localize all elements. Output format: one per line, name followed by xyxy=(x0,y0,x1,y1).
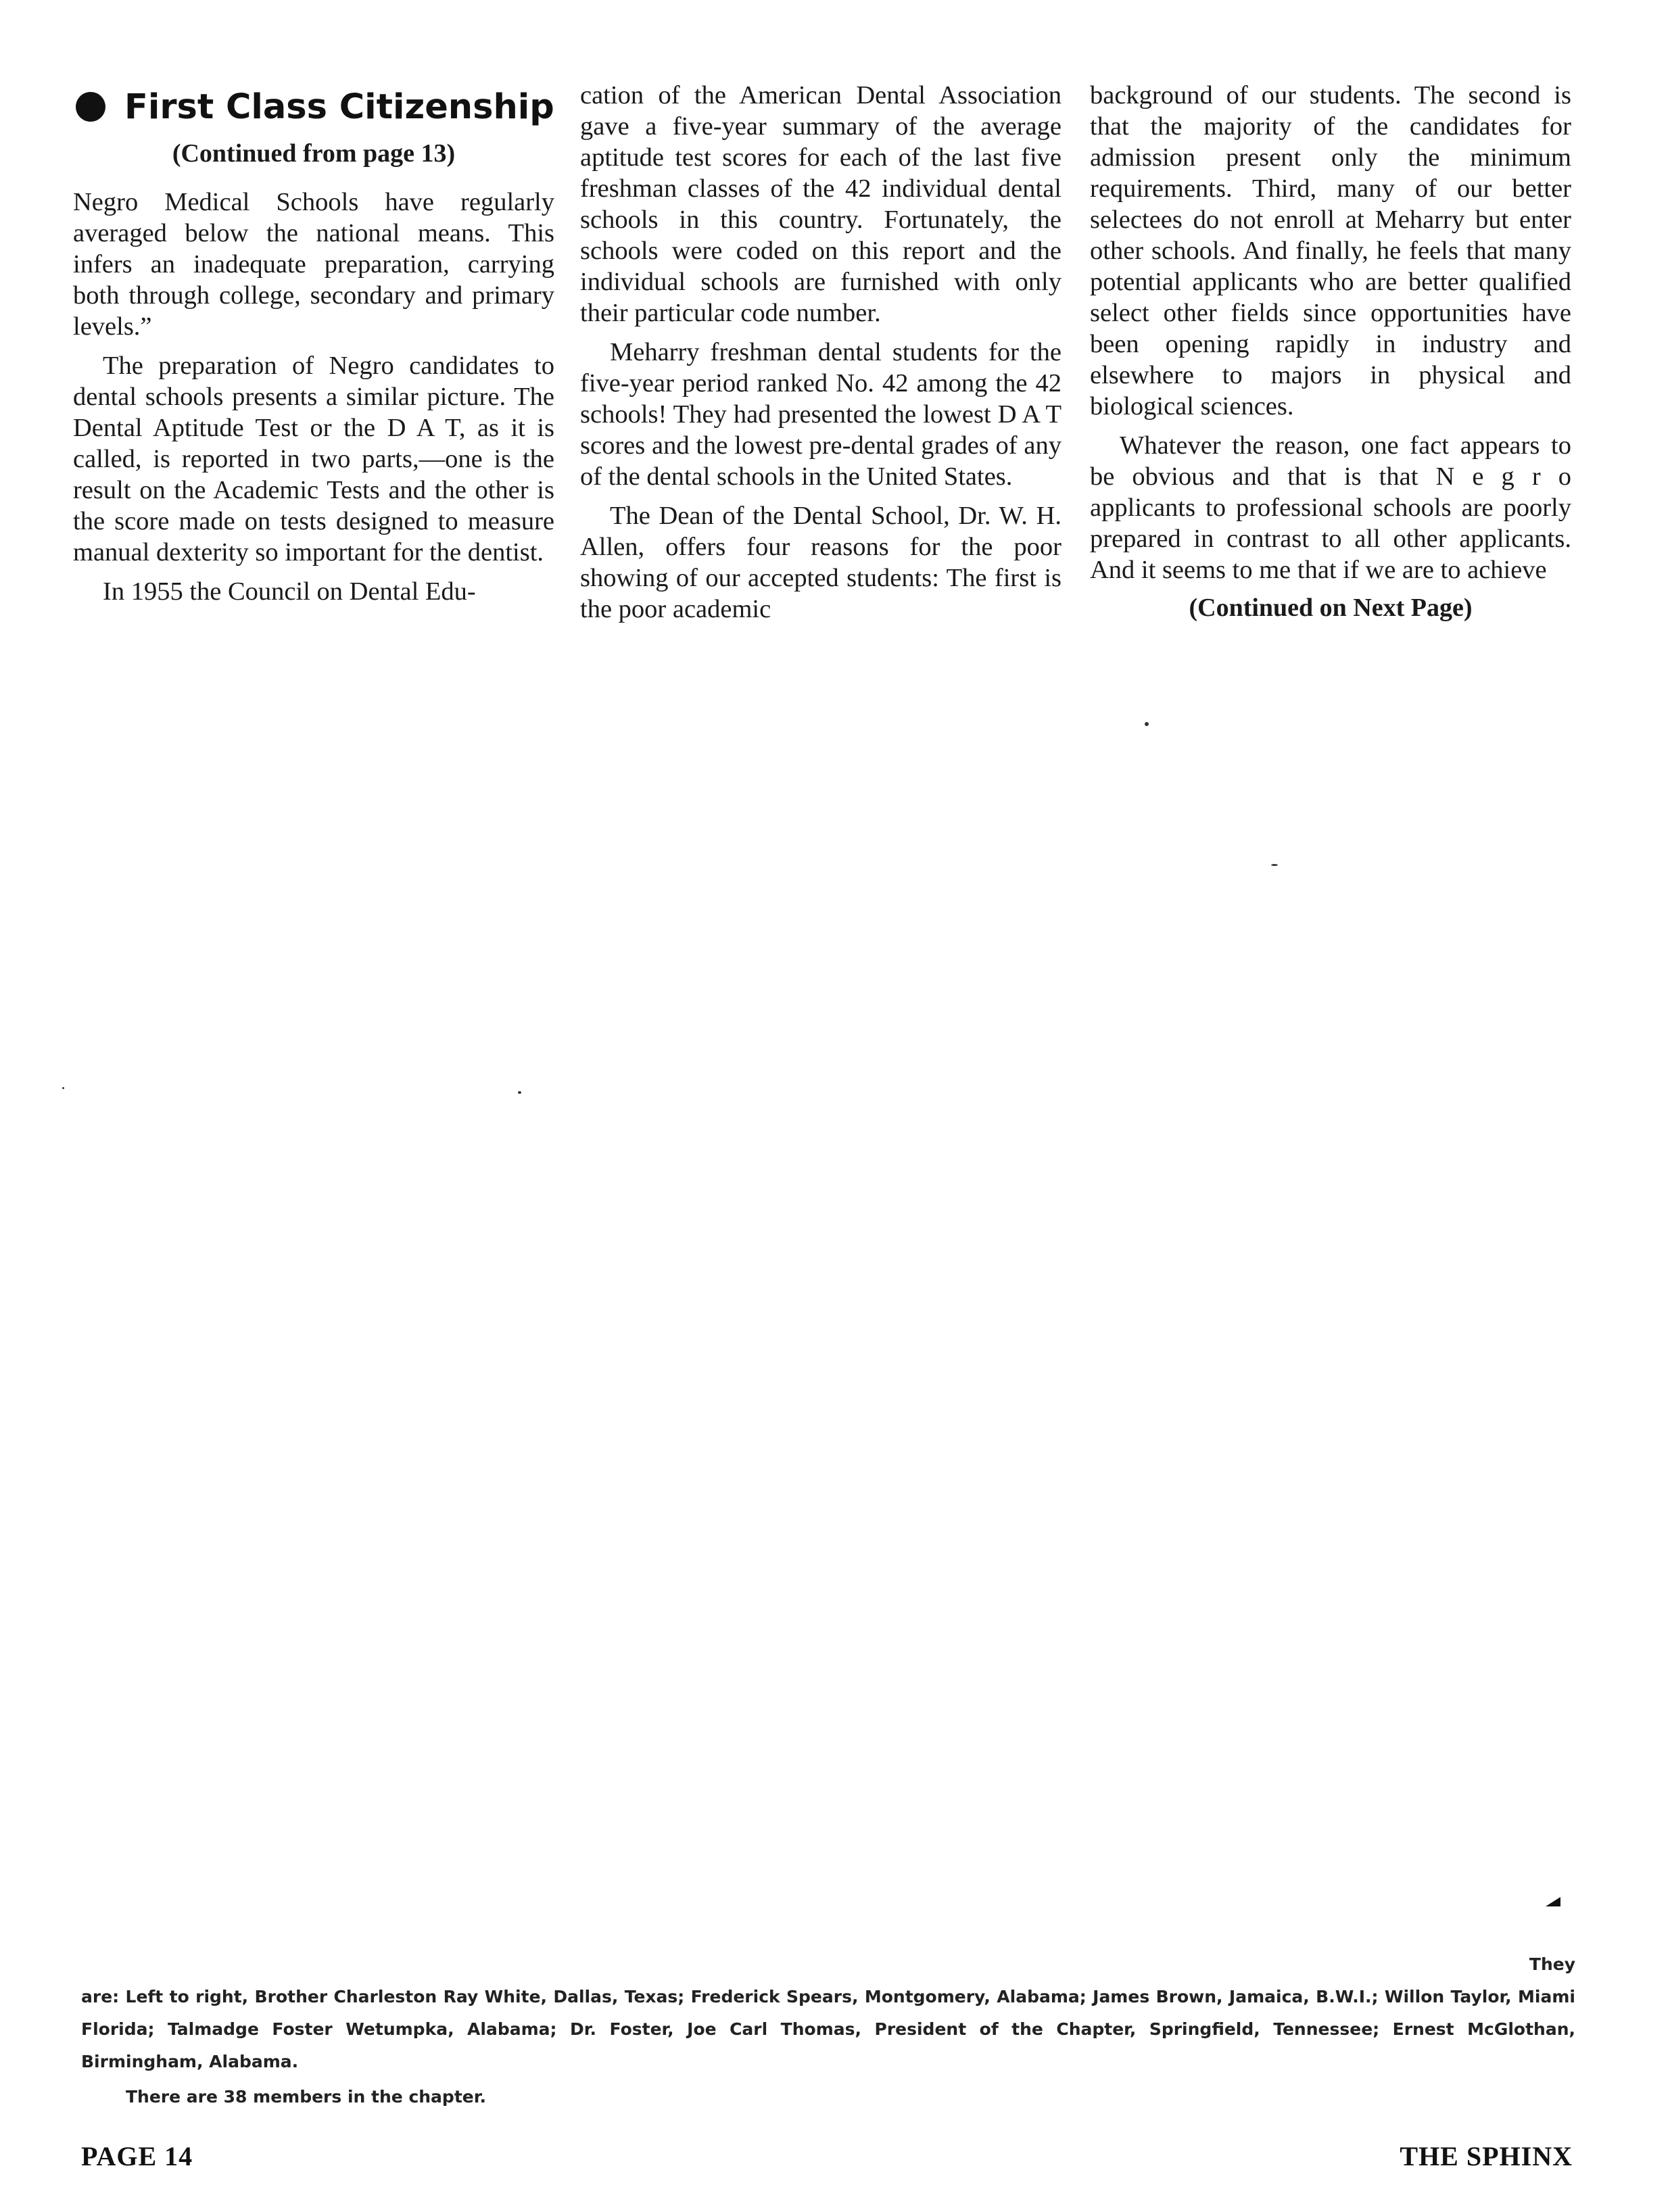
paragraph: Whatever the reason, one fact appears to be obvious and that is that N e g r o applicants to professional schools are poorly prepared in contrast to all other applicants. And it seems to me that if we are to achieve xyxy=(1090,431,1571,584)
article-column-2 xyxy=(580,80,1061,625)
caption-lead: They xyxy=(1529,1954,1575,1974)
article-title: First Class Citizenship xyxy=(124,87,554,127)
corner-mark-icon xyxy=(1546,1897,1560,1906)
caption-text: are: Left to right, Brother Charleston Ray White, Dallas, Texas; Frederick Spears, Montgomery, Alabama; James Brown, Jamaica, B.W.I.; Willon Taylor, Miami Florida; Talmadge Foster Wetumpka, Alabama; Dr. Foster, Joe Carl Thomas, President of the Chapter, Springfield, Tennessee; Ernest McGlothan, Birmingham, Alabama. xyxy=(81,1987,1575,2071)
scan-speck xyxy=(1271,864,1278,866)
paragraph: Negro Medical Schools have regularly averaged below the national means. This infers an inadequate preparation, carrying both through college, secondary and primary levels.” xyxy=(73,188,554,341)
continued-note: (Continued on Next Page) xyxy=(1189,594,1473,622)
paragraph: background of our students. The second is that the majority of the candidates for admission present only the minimum requirements. Third, many of our better selectees do not enroll at Meharry but enter other schools. And finally, he feels that many potential applicants who are better qualified select other fields since opportunities have been opening rapidly in industry and elsewhere to majors in physical and biological sciences. xyxy=(1090,81,1571,420)
publication-name: THE SPHINX xyxy=(1400,2141,1573,2171)
article-column-3 xyxy=(1090,80,1571,625)
photo-caption xyxy=(81,1948,1575,2078)
scan-speck xyxy=(1145,722,1149,726)
caption-members: There are 38 members in the chapter. xyxy=(126,2087,486,2107)
article-subtitle: (Continued from page 13) xyxy=(172,139,456,168)
paragraph: cation of the American Dental Association gave a five-year summary of the average aptitude test scores for each of the last five freshman classes of the 42 individual dental schools in this country. Fortunately, the schools were coded on this report and the individual schools are furnished with only their particular code number. xyxy=(580,81,1061,327)
paragraph: The Dean of the Dental School, Dr. W. H. Allen, offers four reasons for the poor showing of our accepted students: The first is the poor academic xyxy=(580,502,1061,623)
scan-speck xyxy=(62,1087,64,1089)
bullet-icon xyxy=(76,92,105,122)
paragraph: In 1955 the Council on Dental Edu- xyxy=(103,577,476,606)
paragraph: Meharry freshman dental students for the five-year period ranked No. 42 among the 42 schools! They had presented the lowest D A T scores and the lowest pre-dental grades of any of the dental schools in the United States. xyxy=(580,338,1061,491)
scan-speck xyxy=(518,1091,521,1094)
page-number: PAGE 14 xyxy=(81,2141,193,2171)
paragraph: The preparation of Negro candidates to dental schools presents a similar picture. The Dental Aptitude Test or the D A T, as it is called, is reported in two parts,—one is the result on the Academic Tests and the other is the score made on tests designed to measure manual dexterity so important for the dentist. xyxy=(73,352,554,567)
article-column-1 xyxy=(73,80,554,607)
article-headline xyxy=(73,80,554,134)
